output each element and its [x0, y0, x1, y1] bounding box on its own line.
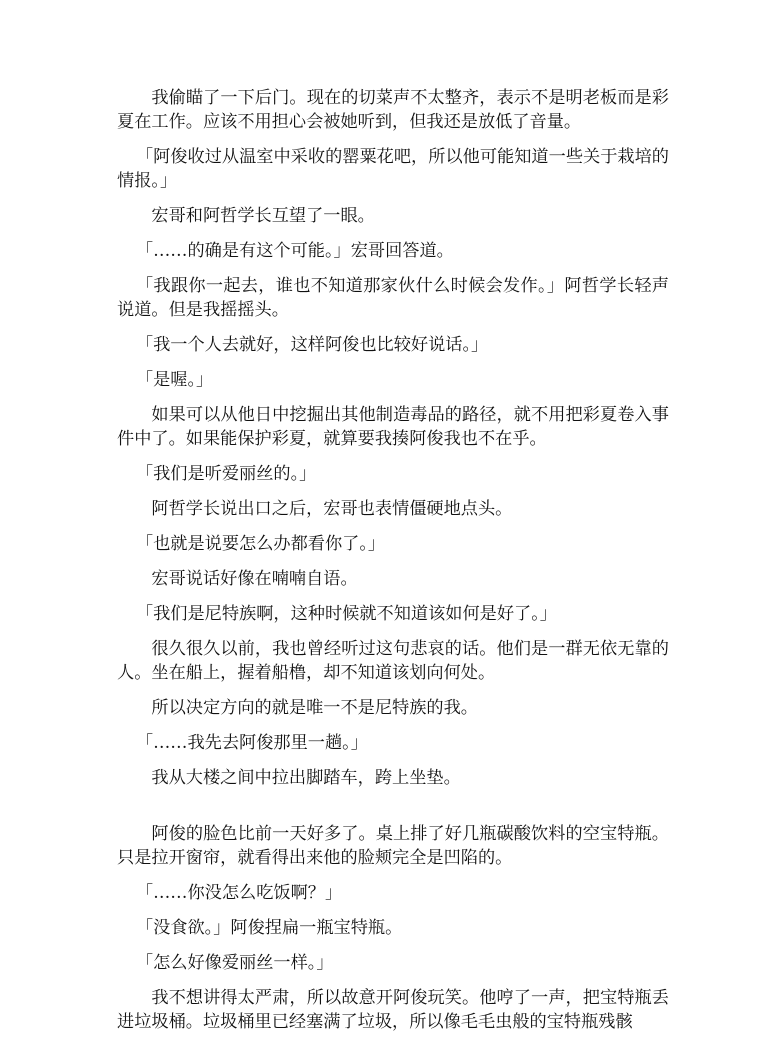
paragraph: 「……的确是有这个可能。」宏哥回答道。	[135, 241, 454, 261]
paragraph: 「我们是尼特族啊，这种时候就不知道该如何是好了。」	[135, 604, 557, 624]
paragraph: 宏哥说话好像在喃喃自语。	[151, 569, 358, 589]
paragraph: 「是喔。」	[135, 370, 214, 390]
paragraph: 「我跟你一起去，谁也不知道那家伙什么时候会发作。」阿哲学长轻声说道。但是我摇摇头。	[117, 276, 669, 320]
paragraph: 「……你没怎么吃饭啊？」	[135, 883, 343, 903]
text-body	[117, 86, 669, 1045]
paragraph: 阿俊的脸色比前一天好多了。桌上排了好几瓶碳酸饮料的空宝特瓶。只是拉开窗帘，就看得出来他的脸颊完全是凹陷的。	[117, 824, 669, 868]
paragraph: 很久很久以前，我也曾经听过这句悲哀的话。他们是一群无依无靠的人。坐在船上，握着船橹，却不知道该划向何处。	[117, 639, 669, 683]
paragraph: 「怎么好像爱丽丝一样。」	[135, 953, 334, 973]
paragraph: 「我一个人去就好，这样阿俊也比较好说话。」	[135, 335, 489, 355]
paragraph: 所以决定方向的就是唯一不是尼特族的我。	[151, 698, 478, 718]
paragraph: 如果可以从他日中挖掘出其他制造毒品的路径，就不用把彩夏卷入事件中了。如果能保护彩夏，就算要我揍阿俊我也不在乎。	[117, 405, 669, 449]
paragraph: 我从大楼之间中拉出脚踏车，跨上坐垫。	[151, 768, 461, 788]
paragraph: 「也就是说要怎么办都看你了。」	[135, 534, 386, 554]
paragraph: 宏哥和阿哲学长互望了一眼。	[151, 206, 375, 226]
paragraph: 「阿俊收过从温室中采收的罂粟花吧，所以他可能知道一些关于栽培的情报。」	[117, 147, 669, 191]
paragraph: 「我们是听爱丽丝的。」	[135, 464, 317, 484]
paragraph: 我偷瞄了一下后门。现在的切菜声不太整齐，表示不是明老板而是彩夏在工作。应该不用担心会被她听到，但我还是放低了音量。	[117, 88, 669, 132]
scene-break	[117, 801, 669, 822]
paragraph: 阿哲学长说出口之后，宏哥也表情僵硬地点头。	[151, 499, 513, 519]
paragraph: 「……我先去阿俊那里一趟。」	[135, 733, 368, 753]
paragraph: 「没食欲。」阿俊捏扁一瓶宝特瓶。	[135, 918, 403, 938]
paragraph: 我不想讲得太严肃，所以故意开阿俊玩笑。他哼了一声，把宝特瓶丢进垃圾桶。垃圾桶里已经塞满了垃圾，所以像毛毛虫般的宝特瓶残骸	[117, 988, 669, 1032]
